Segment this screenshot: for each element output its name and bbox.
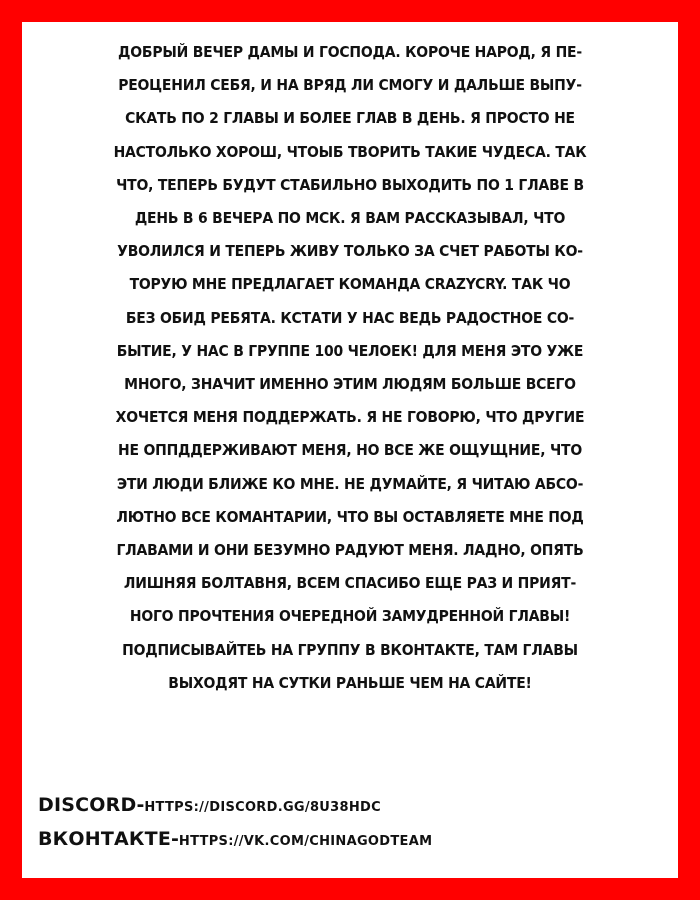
discord-separator: - (136, 794, 145, 816)
vk-label: ВКОНТАКТЕ (38, 828, 172, 850)
vk-separator: - (171, 828, 179, 850)
discord-label: DISCORD (38, 794, 137, 816)
discord-link-row (38, 788, 658, 822)
links-block (38, 788, 658, 856)
vk-url[interactable]: HTTPS://VK.COM/CHINAGODTEAM (178, 834, 433, 849)
discord-url[interactable]: HTTPS://DISCORD.GG/8U38HDC (144, 800, 381, 815)
notice-text: ДОБРЫЙ ВЕЧЕР ДАМЫ И ГОСПОДА. КОРОЧЕ НАРОД, Я ПЕ- РЕОЦЕНИЛ СЕБЯ, И НА ВРЯД ЛИ СМОГУ И ДАЛЬШЕ ВЫПУ- СКАТЬ ПО 2 ГЛАВЫ И БОЛЕЕ ГЛАВ В ДЕНЬ. Я ПРОСТО НЕ НАСТОЛЬКО ХОРОШ, ЧТОЫБ ТВОРИТЬ ТАКИЕ ЧУДЕСА. ТАК ЧТО, ТЕПЕРЬ БУДУТ СТАБИЛЬНО ВЫХОДИТЬ ПО 1 ГЛАВЕ В ДЕНЬ В 6 ВЕЧЕРА ПО МСК. Я ВАМ РАССКАЗЫВАЛ, ЧТО УВОЛИЛСЯ И ТЕПЕРЬ ЖИВУ ТОЛЬКО ЗА СЧЕТ РАБОТЫ КО- ТОРУЮ МНЕ ПРЕДЛАГАЕТ КОМАНДА CRAZYCRY. ТАК ЧО БЕЗ ОБИД РЕБЯТА. КСТАТИ У НАС ВЕДЬ РАДОСТНОЕ СО- БЫТИЕ, У НАС В ГРУППЕ 100 ЧЕЛОЕК! ДЛЯ МЕНЯ ЭТО УЖЕ МНОГО, ЗНАЧИТ ИМЕННО ЭТИМ ЛЮДЯМ БОЛЬШЕ ВСЕГО ХОЧЕТСЯ МЕНЯ ПОДДЕРЖАТЬ. Я НЕ ГОВОРЮ, ЧТО ДРУГИЕ НЕ ОППДДЕРЖИВАЮТ МЕНЯ, НО ВСЕ ЖЕ ОЩУЩНИЕ, ЧТО ЭТИ ЛЮДИ БЛИЖЕ КО МНЕ. НЕ ДУМАЙТЕ, Я ЧИТАЮ АБСО- ЛЮТНО ВСЕ КОМАНТАРИИ, ЧТО ВЫ ОСТАВЛЯЕТЕ МНЕ ПОД ГЛАВАМИ И ОНИ БЕЗУМНО РАДУЮТ МЕНЯ. ЛАДНО, ОПЯТЬ ЛИШНЯЯ БОЛТАВНЯ, ВСЕМ СПАСИБО ЕЩЕ РАЗ И ПРИЯТ- НОГО ПРОЧТЕНИЯ ОЧЕРЕДНОЙ ЗАМУДРЕННОЙ ГЛАВЫ! ПОДПИСЫВАЙТЕЬ НА ГРУППУ В ВКОНТАКТЕ, ТАМ ГЛАВЫ ВЫХОДЯТ НА СУТКИ РАНЬШЕ ЧЕМ НА САЙТЕ! (113, 43, 587, 692)
notice-page (22, 22, 678, 878)
vk-link-row (38, 822, 658, 856)
